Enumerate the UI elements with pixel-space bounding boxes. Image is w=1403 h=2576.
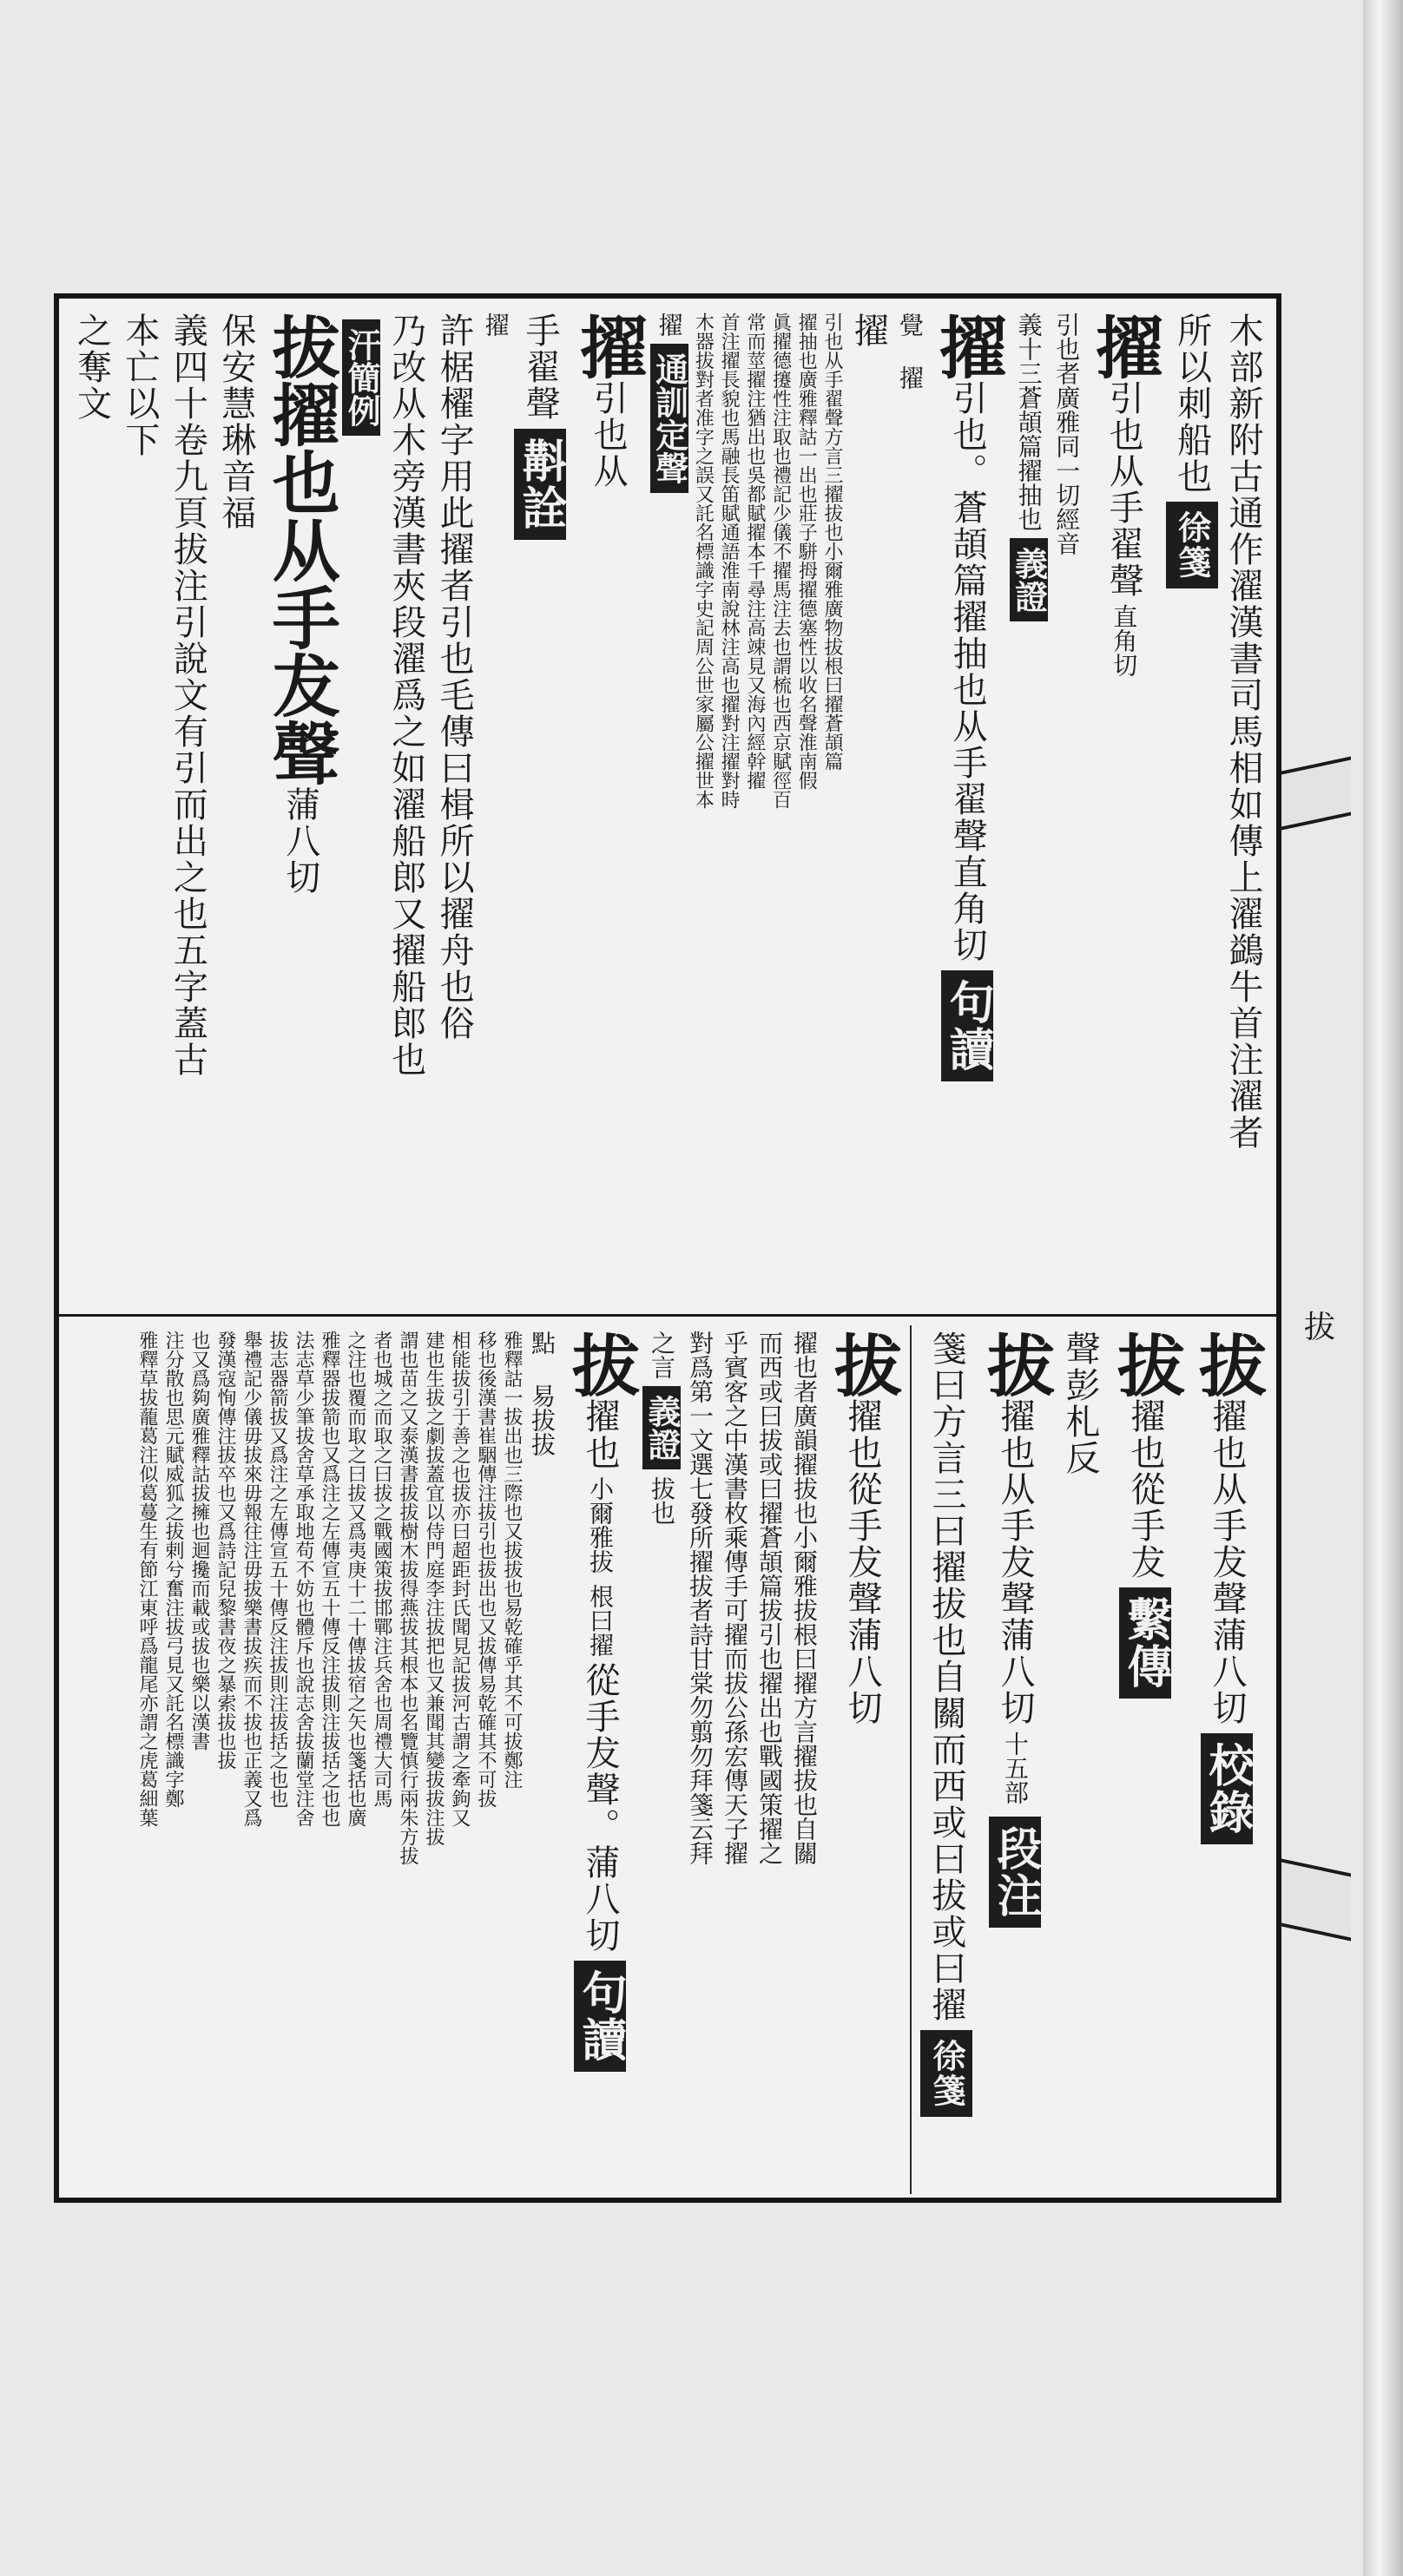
bcol-1-fanqie: 蒲八切 [1207,1617,1247,1726]
col-23-text: 保安慧琳音 [215,312,256,495]
bcol-5 [919,1325,974,2194]
page-edge [1363,0,1403,2576]
bcol-2-text: 擢也從手犮 [1125,1398,1165,1580]
bcol-21: 雅釋器拔箭也又爲注之左傳宣五十傳反注拔則注拔括之也也 [319,1331,340,1827]
col-20: 乃改从木旁漢書夾段濯爲之如濯船郎又擢船郎也 [385,312,426,1078]
tag-ju-du: 句讀 [941,970,993,1081]
head-char-ba-6: 拔 [561,1331,640,1398]
bcol-19: 者也城之而取之曰拔之戰國策拔邯鄲注兵舍也周禮大司馬 [371,1331,392,1808]
bcol-22: 法志草少筆拔舍草承取地苟不妨也體斥也說志舍拔蘭堂注舍 [293,1331,314,1827]
bcol-14: 雅釋詁一拔出也三際也又拔拔也易乾確乎其不可拔鄭注 [501,1331,523,1789]
top-panel [59,299,1276,1314]
tag-xu-jian-2: 徐箋 [920,2030,972,2117]
page-frame [54,293,1281,2203]
head-char-zhuo-3: 擢 [569,312,649,380]
bcol-6-text: 擢也從手犮聲 [842,1398,882,1617]
bcol-13-char2: 拔 [528,1432,557,1456]
col-13: 首注擢長貌也馬融長笛賦通語淮南說林注高也擢對注擢對時 [718,312,741,809]
head-char-zhuo-1: 擢 [1084,312,1164,380]
col-21 [341,307,383,1305]
col-6-fanqie: 直角切 [947,854,988,963]
bcol-5-text: 箋曰方言三曰擢拔也自關而西或曰拔或曰擢 [926,1331,966,2023]
bottom-columns [68,1325,1268,2194]
bcol-27: 注分散也思元賦威狐之拔剌兮奮注拔弓見又託名標識字鄭 [162,1331,184,1808]
col-26: 之奪文 [71,312,112,422]
col-6 [927,307,1008,1305]
col-5-text: 義十三蒼頡篇擢抽也 [1014,312,1044,531]
bcol-12-note2: 根曰擢 [586,1584,615,1657]
col-18: 擢 [481,312,510,337]
bottom-divider [910,1325,912,2194]
tag-han-jian-li: 汗簡例 [342,319,380,436]
bcol-11-text: 之言 [648,1331,676,1379]
col-2 [1164,307,1219,1305]
bcol-25: 發漢寇恂傳注拔卒也又爲詩記兒黎書夜之暴索拔也拔 [214,1331,236,1770]
tag-xi-zhuan: 繫傳 [1119,1587,1171,1699]
bcol-12-text2: 從手犮聲。 [580,1662,620,1844]
head-char-ba-2: 拔 [1188,1331,1267,1398]
bcol-12-note: 小爾雅拔 [586,1476,615,1574]
col-3-text: 引也从手翟聲 [1103,380,1144,599]
bcol-12-fanqie: 蒲八切 [580,1844,620,1954]
col-15 [649,307,690,1305]
col-12: 常而莖擢注猶出也吳都賦擢本千尋注高竦見又海內經幹擢 [743,312,766,790]
col-9: 引也从手翟聲方言三擢拔也小爾雅廣物拔根曰擢蒼頡篇 [820,312,843,771]
col-10: 擢抽也廣雅釋詁一出也莊子駢拇擢德塞性以收名聲淮南假 [795,312,818,790]
tag-tong-xun-ding-sheng: 通訓定聲 [650,344,688,493]
col-8: 擢 [848,312,889,349]
section-side-label: 拔 [1303,1310,1335,1345]
col-23-fu: 福 [215,495,256,531]
col-17 [513,307,568,1305]
head-char-ba-4: 拔 [976,1331,1055,1398]
bcol-2 [1104,1325,1186,2194]
col-6-text: 引也。 [947,380,988,490]
col-6-book: 蒼頡篇 [947,490,988,599]
bcol-7: 擢也者廣韻擢拔也小爾雅拔根曰擢方言擢拔也自關 [790,1331,819,1865]
col-1: 木部新附古通作濯漢書司馬相如傳上濯鷁牛首注濯者 [1223,312,1263,1151]
col-16-text: 引也从 [588,380,629,490]
bcol-6 [821,1325,903,2194]
side-tab-upper [1281,756,1351,830]
col-16 [568,307,649,1305]
col-17-text: 手翟聲 [520,312,561,422]
head-char-ba-5: 拔 [823,1331,902,1398]
tag-jiao-lu: 校錄 [1201,1733,1253,1844]
col-4: 引也者廣雅同一切經音 [1052,312,1082,555]
col-22 [260,307,341,1305]
bcol-12-text: 擢也 [580,1398,620,1471]
tag-yi-zheng-2: 義證 [642,1386,681,1469]
bcol-23: 拔志器箭拔又爲注之左傳宣五十傳反注拔則注拔括之也也 [267,1331,288,1808]
tag-ju-du-2: 句讀 [574,1961,626,2072]
col-25: 本亡以下 [119,312,160,458]
col-19: 許椐櫂字用此擢者引也毛傳曰楫所以擢舟也俗 [434,312,475,1042]
bcol-4-text: 擢也从手犮聲 [995,1398,1035,1617]
bcol-9: 乎賓客之中漢書枚乘傳手可擢而拔公孫宏傳天子擢 [721,1331,749,1865]
col-11: 眞擢德攓性注取也禮記少儀不擢馬注去也謂梳也西京賦徑百 [769,312,792,809]
col-3 [1084,307,1164,1305]
tag-duan-zhu: 段注 [989,1817,1041,1928]
bottom-panel [59,1317,1276,2203]
bcol-4-fanqie: 蒲八切 [995,1617,1035,1726]
col-3-fanqie: 直角切 [1110,604,1139,677]
col-23 [212,307,260,1305]
col-14: 木器拔對者准字之誤又託名標識字史記周公世家屬公擢世本 [692,312,715,809]
bcol-16: 相能拔引于善之也拔亦曰超距封氏聞見記拔河古謂之牽鉤又 [449,1331,471,1827]
bcol-17: 建也生拔之劇拔蓋宜以侍門庭李注拔把也又兼聞其變拔拔注拔 [423,1331,445,1846]
bcol-1-text: 擢也从手犮聲 [1207,1398,1247,1617]
bcol-4 [974,1325,1056,2194]
col-6-text2: 擢抽也从手翟聲 [947,599,988,854]
tag-xu-jian: 徐箋 [1166,502,1218,588]
bcol-8: 而西或曰拔或曰擢蒼頡篇拔引也擢出也戰國策擢之 [755,1331,784,1865]
bcol-11 [641,1325,682,2194]
bcol-13 [524,1325,559,2194]
tag-yi-zheng: 義證 [1010,538,1048,621]
bcol-24: 舉禮記少儀毋拔來毋報往注毋拔樂書拔疾而不拔也正義又爲 [240,1331,262,1827]
bcol-13-char: 拔 [528,1408,557,1432]
col-22-fanqie: 蒲八切 [280,786,320,896]
top-columns [68,307,1268,1305]
col-2-text: 所以刺船也 [1171,312,1212,495]
bcol-4-bu: 十五部 [1001,1732,1030,1804]
bcol-13-mark: 點 易 [528,1331,557,1408]
bcol-20: 之注也覆而取之曰拔又爲夷庚十二十傳拔宿之矢也箋括也廣 [345,1331,366,1827]
col-5 [1008,307,1050,1305]
bcol-18: 謂也苗之又泰漢書拔拔樹木拔得燕拔其根本也名覽慎行兩朱方拔 [397,1331,418,1865]
col-7: 覺 擢 [896,312,925,390]
bcol-26: 也又爲夠廣雅釋詁拔擁也迴攙而載或拔也樂以漢書 [188,1331,210,1751]
head-char-zhuo-2: 擢 [928,312,1008,380]
col-24: 義四十卷九頁拔注引說文有引而出之也五字蓋古 [168,312,208,1078]
bcol-15: 移也後漢書崔駰傳注拔引也拔出也又拔傳易乾確其不可拔 [475,1331,497,1808]
bcol-12 [559,1325,641,2194]
col-15-text: 擢 [655,312,684,337]
bcol-3: 聲彭札反 [1060,1331,1100,1476]
side-tab-lower [1281,1858,1351,1941]
bcol-10: 對爲第一文選七發所擢拔者詩甘棠勿翦勿拜箋云拜 [686,1331,715,1865]
bcol-6-fanqie: 蒲八切 [842,1617,882,1726]
head-char-ba-3: 拔 [1106,1331,1185,1398]
bcol-1 [1186,1325,1268,2194]
head-char-ba-1: 拔 [260,312,340,380]
bcol-28: 雅釋草拔蘢葛注似葛蔓生有節江東呼爲龍尾亦謂之虎葛細葉 [136,1331,158,1827]
col-22-text: 擢也从手犮聲 [260,380,340,786]
bcol-11-text2: 拔也 [648,1476,676,1525]
tag-jiao-quan: 斠詮 [514,429,566,540]
